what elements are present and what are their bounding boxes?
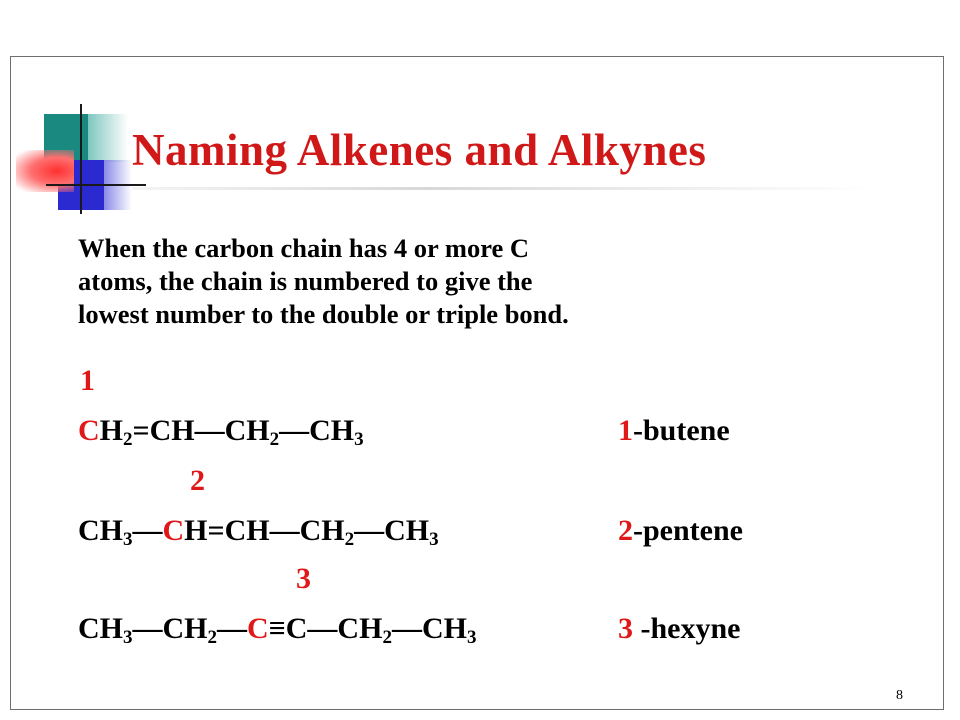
formula-subscript: 3 xyxy=(123,627,133,648)
formula-pentene xyxy=(78,514,439,548)
name-number: 3 xyxy=(618,612,633,645)
formula-subscript: 2 xyxy=(123,429,133,450)
locant-number-3: 3 xyxy=(296,562,311,595)
intro-paragraph xyxy=(78,232,798,331)
formula-subscript: 2 xyxy=(269,429,280,450)
formula-text: —CH xyxy=(132,612,208,645)
page-number: 8 xyxy=(896,688,903,703)
formula-highlight: C xyxy=(162,514,185,547)
formula-text: — xyxy=(132,514,163,547)
name-suffix: -butene xyxy=(633,414,730,447)
formula-text: —CH xyxy=(354,514,430,547)
formula-text: —CH xyxy=(279,414,355,447)
formula-text: — xyxy=(217,612,247,645)
formula-text: H=CH—CH xyxy=(184,514,345,547)
formula-hexyne xyxy=(78,612,476,646)
intro-line: When the carbon chain has 4 or more C xyxy=(78,233,530,263)
locant-number-1: 1 xyxy=(80,364,95,397)
formula-text: ≡C—CH xyxy=(268,612,383,645)
compound-name-hexyne xyxy=(618,612,741,646)
formula-subscript: 3 xyxy=(466,627,477,648)
name-number: 2 xyxy=(618,514,633,547)
formula-text: =CH—CH xyxy=(132,414,270,447)
logo-horizontal-line xyxy=(46,184,146,186)
formula-subscript: 3 xyxy=(429,529,439,550)
formula-subscript: 2 xyxy=(344,529,355,550)
name-suffix: -pentene xyxy=(633,514,743,547)
formula-text: CH xyxy=(78,612,123,645)
formula-butene xyxy=(78,414,364,448)
locant-number-2: 2 xyxy=(190,464,205,497)
compound-name-pentene xyxy=(618,514,743,548)
formula-highlight: C xyxy=(247,612,269,645)
intro-line: lowest number to the double or triple bond. xyxy=(78,299,569,329)
intro-line: atoms, the chain is numbered to give the xyxy=(78,266,533,296)
formula-subscript: 3 xyxy=(354,429,364,450)
formula-text: —CH xyxy=(391,612,467,645)
logo-vertical-line xyxy=(80,104,82,214)
title-underline xyxy=(132,187,872,190)
formula-text: CH xyxy=(78,514,123,547)
formula-subscript: 2 xyxy=(382,627,392,648)
formula-text: H xyxy=(99,414,124,447)
formula-highlight: C xyxy=(78,414,100,447)
formula-subscript: 3 xyxy=(123,529,133,550)
slide-title: Naming Alkenes and Alkynes xyxy=(132,125,707,175)
formula-subscript: 2 xyxy=(207,627,217,648)
name-number: 1 xyxy=(618,414,633,447)
logo-teal-fade xyxy=(88,114,128,162)
name-suffix: -hexyne xyxy=(633,612,741,645)
compound-name-butene xyxy=(618,414,730,448)
